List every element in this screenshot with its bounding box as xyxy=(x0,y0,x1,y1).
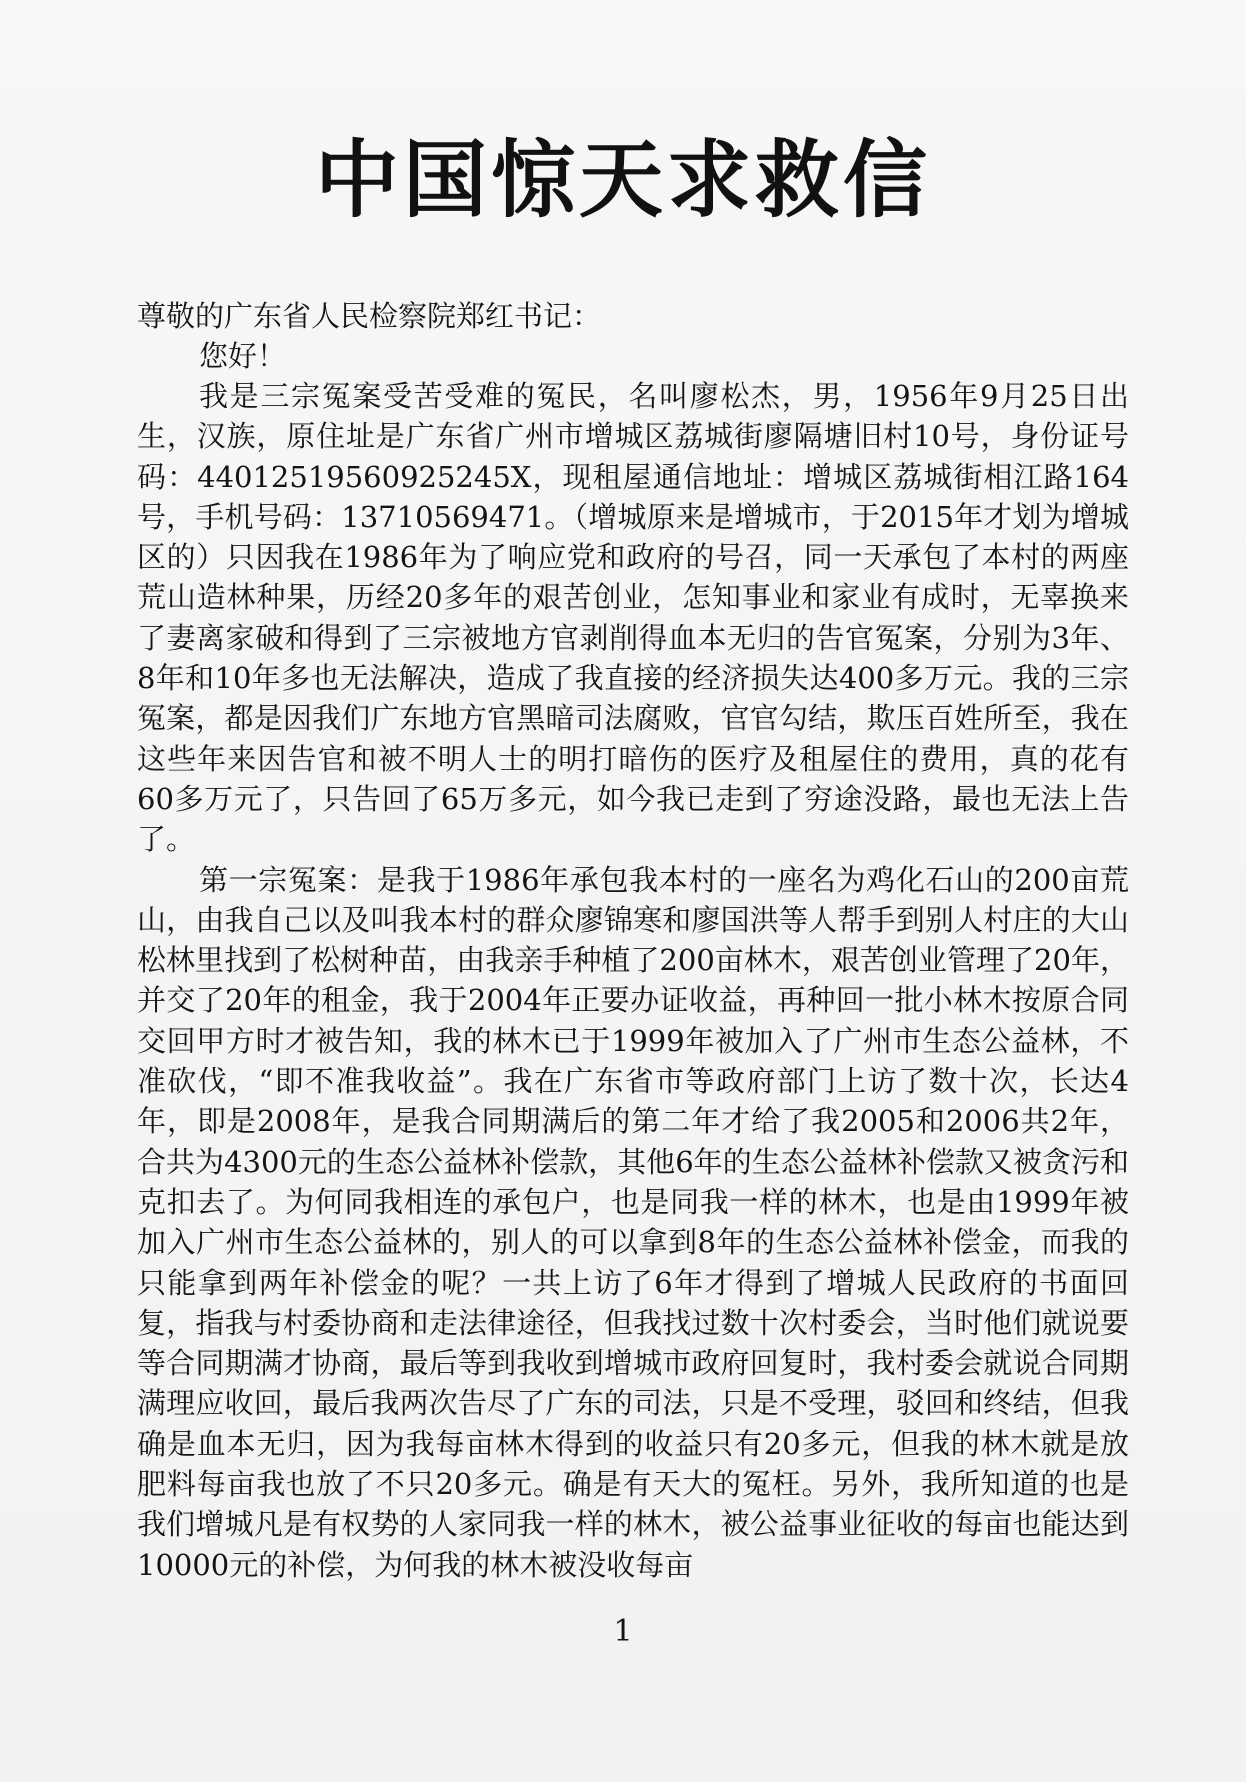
page-number: 1 xyxy=(613,1614,633,1649)
greeting: 您好！ xyxy=(199,339,287,373)
salutation: 尊敬的广东省人民检察院郑红书记： xyxy=(137,299,602,333)
paragraph-introduction: 我是三宗冤案受苦受难的冤民，名叫廖松杰，男，1956年9月25日出生，汉族，原住址是广东省广州市增城区荔城街廖隔塘旧村10号，身份证号码：44012519560925245X，现租屋通信地址：增城区荔城街相江路164号，手机号码：13710569471。（增城原来是增城市，于2015年才划为增城区的）只因我在1986年为了响应党和政府的号召，同一天承包了本村的两座荒山造林种果，历经20多年的艰苦创业，怎知事业和家业有成时，无辜换来了妻离家破和得到了三宗被地方官剥削得血本无归的告官冤案，分别为3年、8年和10年多也无法解决，造成了我直接的经济损失达400多万元。我的三宗冤案，都是因我们广东地方官黑暗司法腐败，官官勾结，欺压百姓所至，我在这些年来因告官和被不明人士的明打暗伤的医疗及租屋住的费用，真的花有60多万元了，只告回了65万多元，如今我已走到了穷途没路，最也无法上告了。 xyxy=(137,379,1129,857)
paragraph-first-case: 第一宗冤案：是我于1986年承包我本村的一座名为鸡化石山的200亩荒山，由我自己以及叫我本村的群众廖锦寒和廖国洪等人帮手到别人村庄的大山松林里找到了松树种苗，由我亲手种植了200亩林木，艰苦创业管理了20年，并交了20年的租金，我于2004年正要办证收益，再种回一批小林木按原合同交回甲方时才被告知，我的林木已于1999年被加入了广州市生态公益林，不准砍伐，“即不准我收益”。我在广东省市等政府部门上访了数十次，长达4年，即是2008年，是我合同期满后的第二年才给了我2005和2006共2年，合共为4300元的生态公益林补偿款，其他6年的生态公益林补偿款又被贪污和克扣去了。为何同我相连的承包户，也是同我一样的林木，也是由1999年被加入广州市生态公益林的，别人的可以拿到8年的生态公益林补偿金，而我的只能拿到两年补偿金的呢？一共上访了6年才得到了增城人民政府的书面回复，指我与村委协商和走法律途径，但我找过数十次村委会，当时他们就说要等合同期满才协商，最后等到我收到增城市政府回复时，我村委会就说合同期满理应收回，最后我两次告尽了广东的司法，只是不受理，驳回和终结，但我确是血本无归，因为我每亩林木得到的收益只有20多元，但我的林木就是放肥料每亩我也放了不只20多元。确是有天大的冤枉。另外，我所知道的也是我们增城凡是有权势的人家同我一样的林木，被公益事业征收的每亩也能达到10000元的补偿，为何我的林木被没收每亩 xyxy=(137,862,1129,1582)
document-title: 中国惊天求救信 xyxy=(314,131,931,229)
letter-body xyxy=(137,376,1129,1585)
